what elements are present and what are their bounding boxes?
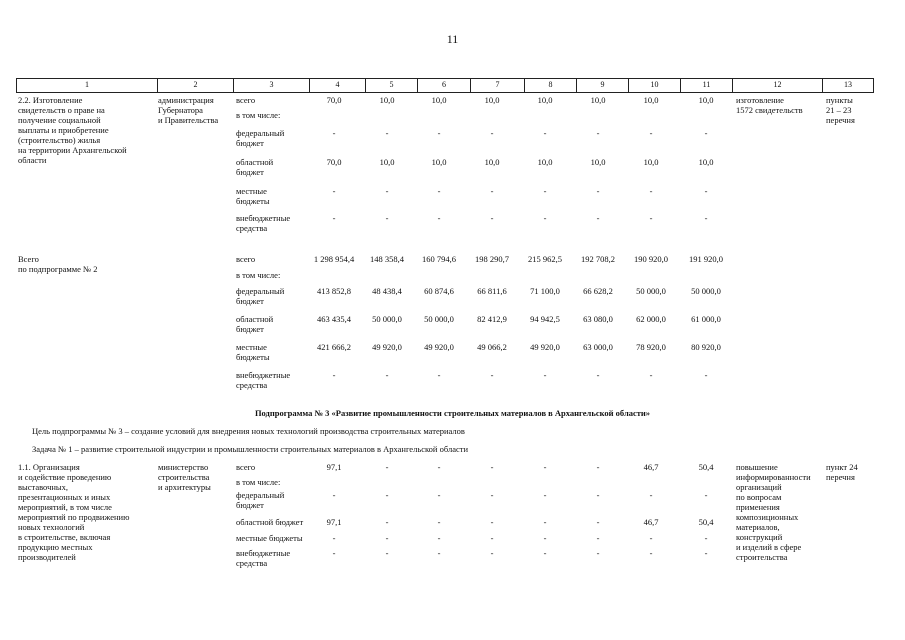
funding-value: 50 000,0 bbox=[424, 314, 454, 324]
funding-source-label: внебюджетные средства bbox=[236, 548, 291, 568]
funding-value: - bbox=[332, 213, 336, 223]
funding-value: 60 874,6 bbox=[424, 286, 454, 296]
funding-value: 10,0 bbox=[431, 157, 447, 167]
funding-value: - bbox=[649, 490, 653, 500]
funding-value: 10,0 bbox=[484, 157, 500, 167]
funding-value: 10,0 bbox=[379, 95, 395, 105]
col-header: 2 bbox=[158, 79, 234, 92]
funding-value: - bbox=[596, 370, 600, 380]
funding-value: - bbox=[332, 186, 336, 196]
funding-value: 80 920,0 bbox=[691, 342, 721, 352]
funding-value: - bbox=[649, 533, 653, 543]
funding-source-label: местные бюджеты bbox=[236, 186, 270, 206]
funding-source-label: всего bbox=[236, 254, 256, 264]
funding-value: - bbox=[596, 128, 600, 138]
col-header: 4 bbox=[310, 79, 366, 92]
funding-value: 61 000,0 bbox=[691, 314, 721, 324]
funding-value: - bbox=[704, 370, 708, 380]
funding-value: 97,1 bbox=[326, 517, 342, 527]
funding-value: - bbox=[385, 213, 389, 223]
funding-value: - bbox=[332, 128, 336, 138]
funding-value: - bbox=[385, 370, 389, 380]
funding-value: - bbox=[437, 517, 441, 527]
funding-source-label: областной бюджет bbox=[236, 157, 274, 177]
funding-value: - bbox=[596, 548, 600, 558]
funding-source-label: федеральный бюджет bbox=[236, 286, 285, 306]
funding-value: - bbox=[596, 490, 600, 500]
funding-value: - bbox=[437, 128, 441, 138]
column-number-header bbox=[16, 78, 874, 93]
funding-value: 63 080,0 bbox=[583, 314, 613, 324]
funding-source-label: в том числе: bbox=[236, 477, 281, 487]
funding-value: 10,0 bbox=[484, 95, 500, 105]
funding-value: 190 920,0 bbox=[634, 254, 668, 264]
funding-value: - bbox=[543, 186, 547, 196]
funding-value: 413 852,8 bbox=[317, 286, 351, 296]
funding-value: - bbox=[490, 548, 494, 558]
funding-value: - bbox=[490, 186, 494, 196]
funding-value: 46,7 bbox=[643, 462, 659, 472]
col-header: 7 bbox=[471, 79, 525, 92]
funding-value: - bbox=[385, 490, 389, 500]
funding-value: 48 438,4 bbox=[372, 286, 402, 296]
col-header: 12 bbox=[733, 79, 823, 92]
funding-value: 10,0 bbox=[698, 157, 714, 167]
funding-value: 191 920,0 bbox=[689, 254, 723, 264]
funding-value: 10,0 bbox=[643, 157, 659, 167]
funding-source-label: областной бюджет bbox=[236, 517, 304, 527]
funding-value: 215 962,5 bbox=[528, 254, 562, 264]
executor-name: министерство строительства и архитектуры bbox=[158, 462, 211, 492]
funding-value: 70,0 bbox=[326, 157, 342, 167]
funding-value: - bbox=[437, 462, 441, 472]
funding-value: 421 666,2 bbox=[317, 342, 351, 352]
col-header: 10 bbox=[629, 79, 681, 92]
funding-value: - bbox=[385, 462, 389, 472]
funding-value: 10,0 bbox=[431, 95, 447, 105]
funding-value: - bbox=[437, 548, 441, 558]
funding-value: - bbox=[596, 517, 600, 527]
funding-value: - bbox=[704, 490, 708, 500]
funding-source-label: всего bbox=[236, 95, 256, 105]
funding-value: - bbox=[385, 128, 389, 138]
funding-value: 50 000,0 bbox=[636, 286, 666, 296]
funding-value: 10,0 bbox=[379, 157, 395, 167]
funding-value: - bbox=[543, 517, 547, 527]
funding-value: - bbox=[332, 548, 336, 558]
col-header: 5 bbox=[366, 79, 418, 92]
funding-value: 10,0 bbox=[537, 95, 553, 105]
activity-name: Всего по подпрограмме № 2 bbox=[18, 254, 98, 274]
funding-value: 94 942,5 bbox=[530, 314, 560, 324]
funding-value: 148 358,4 bbox=[370, 254, 404, 264]
funding-value: - bbox=[385, 533, 389, 543]
executor-name: администрация Губернатора и Правительства bbox=[158, 95, 219, 125]
funding-value: - bbox=[332, 370, 336, 380]
funding-value: 50 000,0 bbox=[691, 286, 721, 296]
funding-value: 63 000,0 bbox=[583, 342, 613, 352]
funding-value: - bbox=[649, 128, 653, 138]
funding-value: - bbox=[385, 186, 389, 196]
funding-value: - bbox=[649, 548, 653, 558]
col-header: 3 bbox=[234, 79, 310, 92]
funding-value: - bbox=[490, 517, 494, 527]
task-text: Задача № 1 – развитие строительной индустрии и промышленности строительных материалов в Архангельской области bbox=[32, 444, 469, 454]
funding-value: - bbox=[490, 213, 494, 223]
funding-value: - bbox=[543, 128, 547, 138]
activity-name: 2.2. Изготовление свидетельств о праве на получение социальной выплаты и приобретение (строительство) жилья на территории Архангельской области bbox=[18, 95, 127, 165]
page-number: 11 bbox=[446, 32, 459, 46]
funding-source-label: местные бюджеты bbox=[236, 342, 270, 362]
funding-source-label: всего bbox=[236, 462, 256, 472]
funding-value: 10,0 bbox=[537, 157, 553, 167]
funding-value: 49 066,2 bbox=[477, 342, 507, 352]
col-header: 8 bbox=[525, 79, 577, 92]
funding-value: - bbox=[543, 213, 547, 223]
funding-value: - bbox=[596, 186, 600, 196]
funding-value: - bbox=[649, 370, 653, 380]
funding-source-label: внебюджетные средства bbox=[236, 213, 291, 233]
funding-value: 49 920,0 bbox=[372, 342, 402, 352]
subprogram-title: Подпрограмма № 3 «Развитие промышленности строительных материалов в Архангельской области» bbox=[254, 408, 651, 418]
funding-source-label: в том числе: bbox=[236, 110, 281, 120]
funding-value: - bbox=[704, 533, 708, 543]
reference-note: пункты 21 – 23 перечня bbox=[826, 95, 855, 125]
funding-value: - bbox=[649, 186, 653, 196]
funding-value: - bbox=[437, 186, 441, 196]
funding-value: - bbox=[490, 128, 494, 138]
funding-source-label: областной бюджет bbox=[236, 314, 274, 334]
funding-value: 78 920,0 bbox=[636, 342, 666, 352]
funding-value: 49 920,0 bbox=[530, 342, 560, 352]
funding-value: 50,4 bbox=[698, 517, 714, 527]
funding-value: - bbox=[543, 533, 547, 543]
funding-value: - bbox=[596, 213, 600, 223]
funding-value: - bbox=[437, 490, 441, 500]
col-header: 6 bbox=[418, 79, 471, 92]
funding-value: - bbox=[704, 128, 708, 138]
funding-value: - bbox=[332, 533, 336, 543]
funding-value: 70,0 bbox=[326, 95, 342, 105]
funding-value: 160 794,6 bbox=[422, 254, 456, 264]
funding-value: - bbox=[704, 213, 708, 223]
funding-value: 97,1 bbox=[326, 462, 342, 472]
funding-value: - bbox=[490, 533, 494, 543]
col-header: 9 bbox=[577, 79, 629, 92]
funding-value: - bbox=[437, 533, 441, 543]
funding-source-label: в том числе: bbox=[236, 270, 281, 280]
funding-value: 10,0 bbox=[698, 95, 714, 105]
funding-value: 10,0 bbox=[643, 95, 659, 105]
funding-value: - bbox=[704, 548, 708, 558]
funding-value: - bbox=[385, 517, 389, 527]
funding-value: 66 811,6 bbox=[477, 286, 507, 296]
reference-note: пункт 24 перечня bbox=[826, 462, 858, 482]
funding-value: 10,0 bbox=[590, 95, 606, 105]
funding-value: - bbox=[385, 548, 389, 558]
funding-value: - bbox=[437, 213, 441, 223]
funding-value: - bbox=[490, 370, 494, 380]
funding-value: 49 920,0 bbox=[424, 342, 454, 352]
funding-source-label: местные бюджеты bbox=[236, 533, 303, 543]
funding-value: - bbox=[596, 462, 600, 472]
funding-value: 50,4 bbox=[698, 462, 714, 472]
funding-value: - bbox=[649, 213, 653, 223]
funding-value: 66 628,2 bbox=[583, 286, 613, 296]
funding-value: 192 708,2 bbox=[581, 254, 615, 264]
funding-value: - bbox=[543, 462, 547, 472]
funding-value: - bbox=[490, 462, 494, 472]
funding-value: - bbox=[332, 490, 336, 500]
funding-value: - bbox=[596, 533, 600, 543]
funding-value: 62 000,0 bbox=[636, 314, 666, 324]
funding-value: - bbox=[437, 370, 441, 380]
funding-source-label: внебюджетные средства bbox=[236, 370, 291, 390]
funding-value: - bbox=[543, 548, 547, 558]
funding-value: 198 290,7 bbox=[475, 254, 509, 264]
funding-source-label: федеральный бюджет bbox=[236, 128, 285, 148]
funding-value: - bbox=[490, 490, 494, 500]
funding-source-label: федеральный бюджет bbox=[236, 490, 285, 510]
funding-value: - bbox=[704, 186, 708, 196]
expected-result: изготовление 1572 свидетельств bbox=[736, 95, 803, 115]
col-header: 11 bbox=[681, 79, 733, 92]
funding-value: 10,0 bbox=[590, 157, 606, 167]
col-header: 13 bbox=[844, 80, 852, 89]
funding-value: 1 298 954,4 bbox=[313, 254, 355, 264]
funding-value: - bbox=[543, 370, 547, 380]
activity-name: 1.1. Организация и содействие проведению выставочных, презентационных и иных мероприятий, в том числе мероприятий по продвижению новых технологий в строительстве, включая продукцию местных производителей bbox=[18, 462, 130, 562]
funding-value: 50 000,0 bbox=[372, 314, 402, 324]
col-header: 1 bbox=[17, 79, 158, 92]
expected-result: повышение информированности организаций по вопросам применения композиционных материалов, конструкций и изделий в сфере строительства bbox=[736, 462, 811, 562]
funding-value: 71 100,0 bbox=[530, 286, 560, 296]
funding-value: - bbox=[543, 490, 547, 500]
funding-value: 82 412,9 bbox=[477, 314, 507, 324]
funding-value: 463 435,4 bbox=[317, 314, 351, 324]
goal-text: Цель подпрограммы № 3 – создание условий для внедрения новых технологий производства строительных материалов bbox=[32, 426, 465, 436]
funding-value: 46,7 bbox=[643, 517, 659, 527]
